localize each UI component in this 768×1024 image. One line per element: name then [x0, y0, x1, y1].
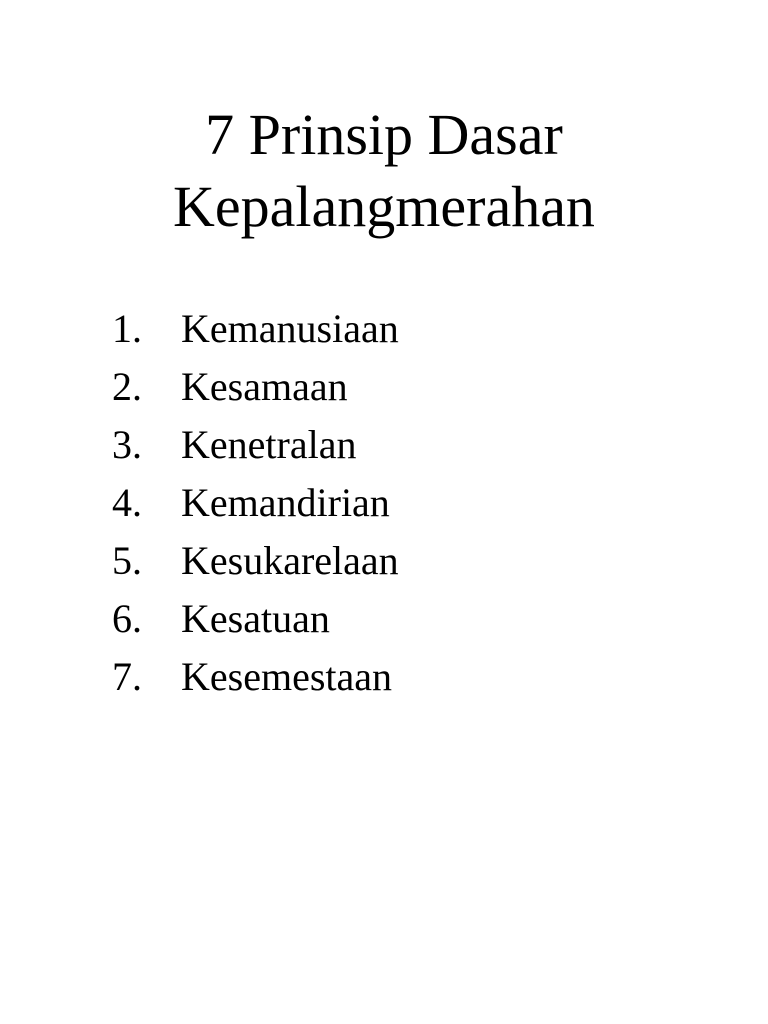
list-item-number: 5.: [112, 538, 142, 583]
list-item-label: Kemandirian: [181, 480, 390, 525]
title-line-1: 7 Prinsip Dasar: [205, 102, 563, 167]
list-item-number: 4.: [112, 480, 142, 525]
list-item-label: Kesukarelaan: [181, 538, 399, 583]
list-item: [0, 648, 768, 706]
list-item-label: Kesamaan: [181, 364, 348, 409]
list-item-label: Kesatuan: [181, 596, 330, 641]
principles-list: [0, 300, 768, 706]
list-item: [0, 590, 768, 648]
list-item-number: 3.: [112, 422, 142, 467]
list-item: [0, 474, 768, 532]
list-item-number: 2.: [112, 364, 142, 409]
list-item-number: 1.: [112, 306, 142, 351]
list-item-number: 7.: [112, 654, 142, 699]
list-item: [0, 532, 768, 590]
list-item-number: 6.: [112, 596, 142, 641]
list-item-label: Kemanusiaan: [181, 306, 399, 351]
list-item-label: Kesemestaan: [181, 654, 393, 699]
list-item: [0, 300, 768, 358]
list-item: [0, 358, 768, 416]
list-item-label: Kenetralan: [181, 422, 357, 467]
list-item: [0, 416, 768, 474]
page-title: [0, 99, 768, 243]
title-line-2: Kepalangmerahan: [173, 174, 595, 239]
